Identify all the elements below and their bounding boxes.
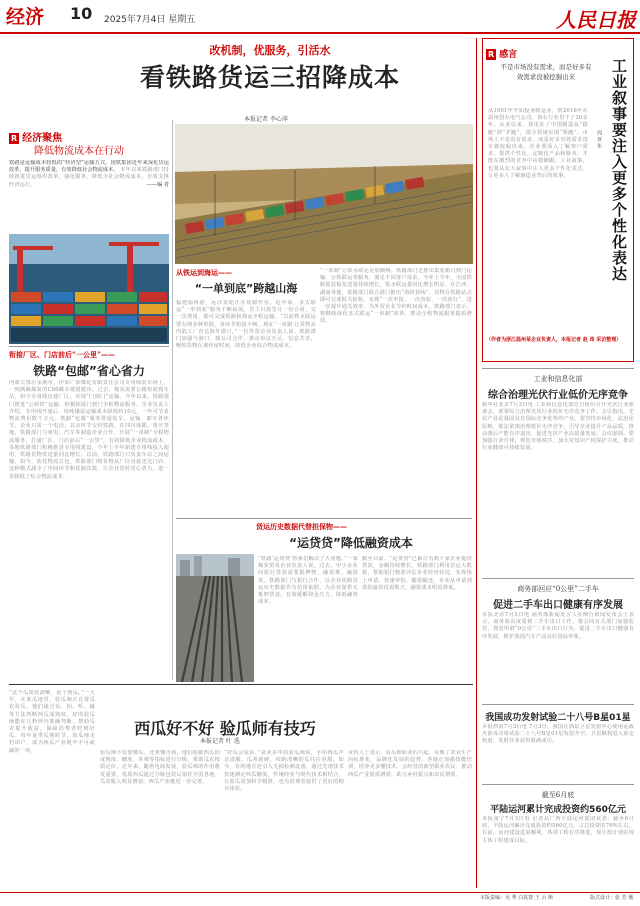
s1-kicker: 衔接厂区、门店前后“一公里”——	[9, 350, 116, 359]
section-divider	[176, 518, 472, 519]
s1-headline: 铁路“包邮”省心省力	[33, 364, 145, 378]
lead-intro: 铁路是运输成本较低的“经济型”运输方式。国铁集团近年来深化货运改革，提升服务质量，有效降低社会物流成本。 本年以来铁路部门持续推进货运组织改革，强化服务，降低全社会物流成本，有效支撑经济运行。 ——编 者	[9, 160, 169, 188]
news1-headline: 综合治理光伏行业低价无序竞争	[488, 390, 628, 401]
news3-headline: 我国成功发射试验二十八号B星01星	[485, 713, 631, 723]
section-divider	[482, 704, 634, 705]
section-divider	[9, 346, 169, 347]
rail-yard-photo	[176, 554, 254, 682]
port-photo	[9, 234, 169, 344]
bottom-byline: 本报记者 叶 选	[200, 738, 240, 745]
s3-body-a: “铁路‘运贷贷’帮我们解决了大问题。”一家煤炭贸易企业负责人说。过去，中小企业向银行贷款需要抵押物，融资难、融资贵。铁路部门与银行合作，以企业铁路货运历史数据作为信用依据，为企业提供无抵押贷款，有效缓解资金压力，降低融资成本。	[258, 556, 358, 606]
focus-subtitle: 降低物流成本在行动	[34, 146, 124, 157]
sidebar-body: 从1991年开始投身制造业，到2016年在温州创办电气公司，我在行业里干了30多年。从业以来，我见证了中国制造从“跟跑”到“并跑”，部分领域实现“领跑”。市场上不是没有需求，而是好多有效需求没有被挖掘出来。企业要深入了解客户需求，提供个性化、定制化产品和服务，才能在激烈的竞争中站稳脚跟。工业叙事，也要从宏大叙事中注入更多个性化表达，让更多人了解制造业背后的故事。	[488, 108, 588, 179]
sidebar-headline: 工业叙事要注入更多个性化表达	[610, 58, 628, 282]
s2-kicker: 从铁运到海运——	[176, 268, 232, 277]
s1-body-cont: “这个瓜皮纹清晰，是个熟瓜。”一大早，在某瓜地里，验瓜师正在帮瓜农验瓜。他们通过看、拍、听、敲等方法判断西瓜成熟度。好的验瓜师能在几秒钟内准确判断，帮助瓜农提升收益，保障消费者吃到好瓜。每年夏季瓜熟时节，验瓜师走村串户，成为西瓜产业链中不可或缺的一环。	[9, 690, 95, 754]
news2-headline: 促进二手车出口健康有序发展	[493, 600, 623, 611]
news1-kicker: 工业和信息化部	[533, 375, 583, 383]
page-number: 10	[70, 4, 93, 23]
news4-headline: 平陆运河累计完成投资约560亿元	[490, 805, 626, 815]
newspaper-logo: 人民日报	[556, 8, 636, 32]
focus-badge-icon: R	[11, 134, 18, 143]
news2-kicker: 商务部回应“0公里”二手车	[517, 585, 599, 593]
section-divider	[482, 368, 634, 369]
masthead	[0, 0, 640, 34]
section-divider	[482, 784, 634, 785]
footer-rule	[0, 892, 640, 893]
footer-designer: 版式设计：张 芳 璠	[590, 895, 634, 901]
s3-body-b: 截至目前，“运贷贷”已累计为数千家企业提供贷款，金额持续增长。铁路部门利用货运大数据，帮助银行精准评估企业经营状况，实现线上申请、快速审批、随借随还，企业从申请到放款最快仅需数天，融资成本明显降低。	[362, 556, 472, 591]
bottom-body-b: “好瓜会说话。”从业多年的验瓜师说，手拍西瓜声音清脆、瓜蒂新鲜、纹路清晰的瓜往往更甜。如今，有的地方还引入无损检测设备，通过光谱技术快速测定西瓜糖度，传统经验与现代技术相结合，让验瓜更加科学精准，也为消费者提供了更好的购买体验。	[224, 750, 344, 793]
news2-body: 本报北京7月3日电 商务部新闻发言人在例行新闻发布会上表示，商务部高度重视二手车出口工作，将会同有关部门加强监管，规范所谓“0公里”二手车出口行为，促进二手车出口健康有序发展，维护我国汽车产品良好国际形象。	[482, 612, 634, 640]
sidebar-rule	[476, 38, 477, 888]
focus-label-box	[9, 126, 169, 142]
footer-editors: 本版责编：吴 秀 白真智 王 云 斯	[480, 895, 553, 901]
news4-kicker: 截至6月底	[541, 791, 575, 799]
s2-body-a: 福建福州港，远洋货轮正在装卸作业。近年来，多式联运“一单到底”服务不断拓展，货主只需签订一份合同、交一次费用，即可完成铁路和海运全程运输。“以前铁水联运要办理多种单据，各环节衔接不畅。现在‘一单制’让货物从内陆工厂直达海外港口。”一位外贸企业负责人说。铁路部门加强与港口、船公司合作，推动单证互认、信息共享，缩短货物在港停留时间，降低企业综合物流成本。	[176, 300, 316, 350]
sidebar-quote: 不是市场没有需求，而是好多有效需求没被挖掘出来	[500, 63, 592, 81]
bottom-headline: 西瓜好不好 验瓜师有技巧	[134, 719, 316, 738]
news1-body: 新华社北京7月3日电 工业和信息化部近日组织召开光伏行业座谈会，部署综合治理光伏行业低价无序竞争工作。会议指出，光伏产业是我国具有国际竞争优势的产业，要坚持市场化、法治化原则，依法依规治理低价无序竞争，引导企业提升产品品质，推动落后产能有序退出，促进光伏产业高质量发展。会议强调，要加强行业自律，规范市场秩序，加大对知识产权保护力度，推动行业健康可持续发展。	[482, 402, 634, 452]
news3-body: 本报酒泉7月3日电 7月3日，我国在酒泉卫星发射中心使用运载火箭成功将试验二十八号B星01星发射升空，卫星顺利进入预定轨道，发射任务获得圆满成功。	[482, 724, 634, 745]
section-name: 经济	[6, 6, 45, 28]
freight-train-photo	[175, 124, 473, 264]
lead-intro-text: 铁路是运输成本较低的“经济型”运输方式。国铁集团近年来深化货运改革，提升服务质量，有效降低社会物流成本。	[9, 160, 169, 174]
feeling-label-box	[486, 42, 566, 60]
feeling-label: 感言	[499, 50, 518, 60]
feeling-badge-icon: R	[488, 50, 495, 59]
s3-headline: “运贷贷”降低融资成本	[289, 536, 413, 550]
bottom-body-a: 验瓜师不仅要懂瓜，还要懂市场。他们根据西瓜的成熟度、糖度、外观等指标进行分级，帮助瓜农按质论价。近年来，随着电商发展，验瓜师的作用愈发重要，优质西瓜通过分级包装后销往全国各地，瓜农收入明显增加，西瓜产业链进一步完善。	[100, 750, 220, 785]
lead-kicker: 改机制，优服务，引活水	[209, 44, 331, 57]
focus-label: 经济聚焦	[22, 133, 63, 144]
issue-date: 2025年7月4日 星期五	[104, 15, 196, 25]
sidebar-foot: （作者为浙江温州某企业负责人，本报记者 赵 昂 采访整理）	[486, 337, 622, 343]
s2-body-b: “一单制”让铁水联运更加顺畅。铁路部门还推出集装箱门到门运输、公铁联运等服务，满足不同客户需求。今年上半年，全国铁路集装箱发送量持续增长，铁水联运量同比增长明显。在江西、湖南等地，铁路部门联合港口推出“海铁快线”，货物在铁路站点即可完成报关报检，实现“一次申报、一次查验、一次放行”，进一步提升通关效率，为外贸企业节约时间成本。铁路部门表示，将继续深化多式联运“一单制”改革，推动全程物流服务提质增效。	[320, 268, 472, 325]
s3-kicker: 货运历史数据代替担保物——	[256, 522, 347, 531]
column-rule	[172, 120, 173, 680]
lead-byline: 本报记者 李心萍	[244, 116, 288, 123]
s2-headline: “一单到底”跨越山海	[194, 282, 298, 295]
sidebar-author: 周 亚 东	[596, 130, 602, 149]
s1-body: 内蒙古鄂尔多斯市，伊泰广泰煤化有限责任公司专用线装车场上，一列满载煤炭的C80敞车缓缓驶出。过去，煤炭需要公路短驳到车站，如今专用线直通厂区，实现“门到门”运输。今年以来，铁路部门推进“公转铁”运输，积极拓展门到门全程物流服务。企业负责人介绍，专用线开通后，每吨煤炭运输成本降低约10元，一年可节省物流费用数千万元。铁路“包邮”服务贯通装车、运输、卸车各环节，企业只需一个电话，其余环节交给铁路。在四川成都、重庆等地，铁路部门与家电、汽车等制造企业合作，开展“一单制”全程物流服务，打通厂区、门店前后“一公里”，有效降低企业物流成本。多地铁路部门积极推进专用线建设，今年上半年新建专用线投入使用，铁路货物发送量同比增长。以前，铁路部门只负责车站之间运输，如今，依托物流总包，铁路部门将货物从厂区直接送达门店。这种模式减少了中间环节和装卸次数，让企业省时省心省力，进一步降低了综合物流成本。	[9, 380, 169, 480]
bottom-body-c: 业内人士表示，验瓜师职业的兴起，反映了农业生产向标准化、品牌化发展的趋势。各地正加强技能培训，培养更多懂技术、会经营的新型职业农民，推动西瓜产业提质增效，助力乡村振兴和农民增收。	[348, 750, 472, 778]
section-divider	[482, 578, 634, 579]
section-divider	[9, 684, 473, 685]
lead-editor: ——编 者	[146, 181, 169, 188]
lead-headline: 看铁路货运三招降成本	[139, 63, 400, 92]
news4-body: 本报南宁7月3日电 记者从广西平陆运河集团获悉：截至6月底，平陆运河累计完成投资约560亿元，占总投资的76%左右。目前，运河建设进展顺利，各项工程有序推进，预计按计划实现主体工程建成目标。	[482, 816, 634, 844]
